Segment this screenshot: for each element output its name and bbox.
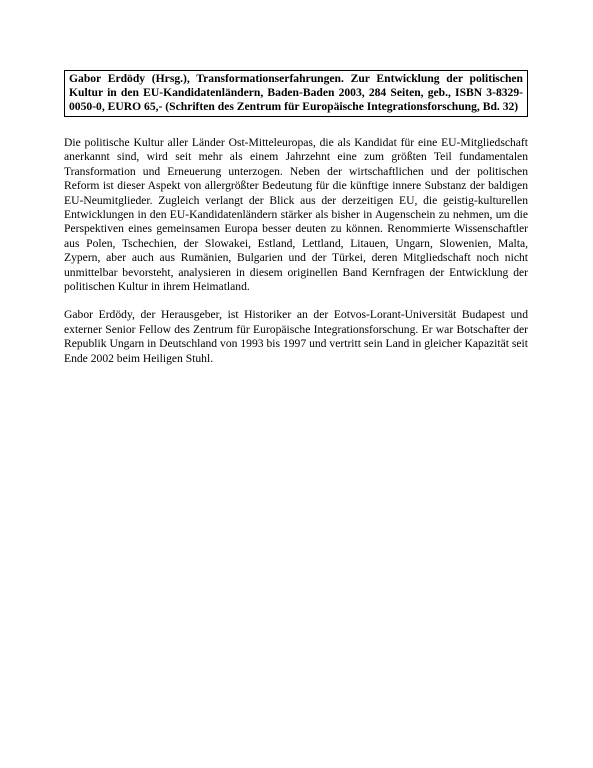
paragraph-editor-bio: Gabor Erdödy, der Herausgeber, ist Historiker an der Eotvos-Lorant-Universität Budapest und externer Senior Fellow des Zentrum für Europäische Integrationsforschung. Er war Botschafter der Republik Ungarn in Deutschland von 1993 bis 1997 und vertritt sein Land in gleicher Kapazität seit Ende 2002 beim Heiligen Stuhl. — [64, 308, 528, 365]
review-body — [64, 136, 528, 380]
book-citation-box: Gabor Erdödy (Hrsg.), Transformationserfahrungen. Zur Entwicklung der politischen Kultur in den EU-Kandidatenländern, Baden-Baden 2003, 284 Seiten, geb., ISBN 3-8329-0050-0, EURO 65,- (Schriften des Zentrum für Europäische Integrationsforschung, Bd. 32) — [64, 70, 528, 117]
paragraph-book-description: Die politische Kultur aller Länder Ost-Mitteleuropas, die als Kandidat für eine EU-Mitgliedschaft anerkannt sind, wird seit mehr als einem Jahrzehnt eine zum größten Teil fundamentalen Transformation und Erneuerung unterzogen. Neben der wirtschaftlichen und der politischen Reform ist dieser Aspekt von allergrößter Bedeutung für die künftige innere Substanz der baldigen EU-Neumitglieder. Zugleich verlangt der Blick aus der derzeitigen EU, die geistig-kulturellen Entwicklungen in den EU-Kandidatenländern stärker als bisher in Augenschein zu nehmen, um die Perspektiven eines gemeinsamen Europa besser deuten zu können. Renommierte Wissenschaftler aus Polen, Tschechien, der Slowakei, Estland, Lettland, Litauen, Ungarn, Slowenien, Malta, Zypern, aber auch aus Rumänien, Bulgarien und der Türkei, deren Mitgliedschaft noch nicht unmittelbar bevorsteht, analysieren in diesem originellen Band Kernfragen der Entwicklung der politischen Kultur in ihrem Heimatland. — [64, 136, 528, 294]
